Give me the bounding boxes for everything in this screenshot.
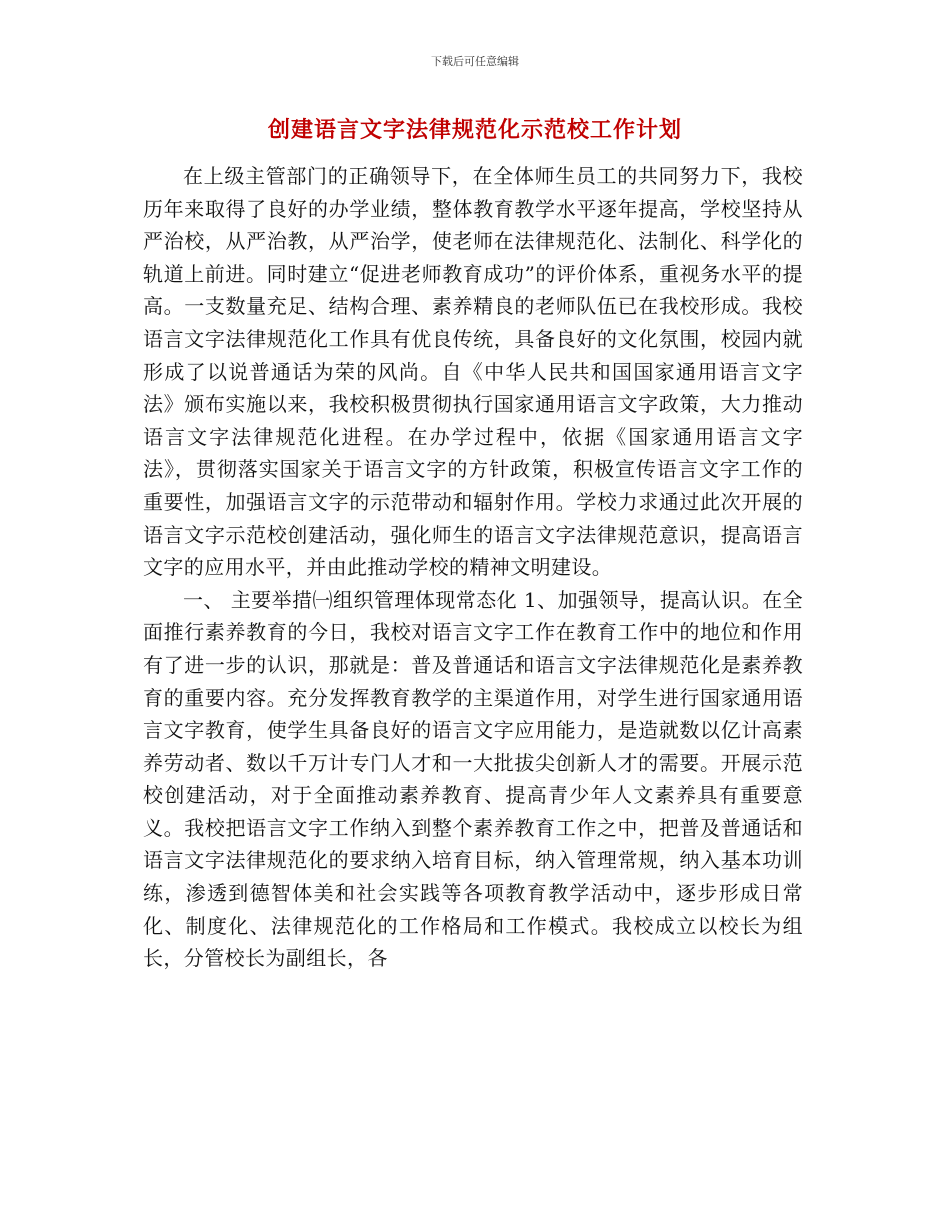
paragraph-measures: 一、 主要举措㈠组织管理体现常态化 1、加强领导，提高认识。在全面推行素养教育的今日，我校对语言文字工作在教育工作中的地位和作用有了进一步的认识，那就是：普及普通话和语言文字法律规范化是素养教育的重要内容。充分发挥教育教学的主渠道作用，对学生进行国家通用语言文字教育，使学生具备良好的语言文字应用能力，是造就数以亿计高素养劳动者、数以千万计专门人才和一大批拔尖创新人才的需要。开展示范校创建活动，对于全面推动素养教育、提高青少年人文素养具有重要意义。我校把语言文字工作纳入到整个素养教育工作之中，把普及普通话和语言文字法律规范化的要求纳入培育目标，纳入管理常规，纳入基本功训练，渗透到德智体美和社会实践等各项教育教学活动中，逐步形成日常化、制度化、法律规范化的工作格局和工作模式。我校成立以校长为组长，分管校长为副组长，各 [143, 587, 803, 971]
paragraph-intro: 在上级主管部门的正确领导下，在全体师生员工的共同努力下，我校历年来取得了良好的办学业绩，整体教育教学水平逐年提高，学校坚持从严治校，从严治教，从严治学，使老师在法律规范化、法制化、科学化的轨道上前进。同时建立“促进老师教育成功”的评价体系，重视务水平的提高。一支数量充足、结构合理、素养精良的老师队伍已在我校形成。我校语言文字法律规范化工作具有优良传统，具备良好的文化氛围，校园内就形成了以说普通话为荣的风尚。自《中华人民共和国国家通用语言文字法》颁布实施以来，我校积极贯彻执行国家通用语言文字政策，大力推动语言文字法律规范化进程。在办学过程中，依据《国家通用语言文字法》，贯彻落实国家关于语言文字的方针政策，积极宣传语言文字工作的重要性，加强语言文字的示范带动和辐射作用。学校力求通过此次开展的语言文字示范校创建活动，强化师生的语言文字法律规范意识，提高语言文字的应用水平，并由此推动学校的精神文明建设。 [143, 164, 803, 580]
document-title: 创建语言文字法律规范化示范校工作计划 [267, 117, 682, 143]
document-body [143, 160, 803, 975]
header-note: 下载后可任意编辑 [431, 55, 519, 68]
